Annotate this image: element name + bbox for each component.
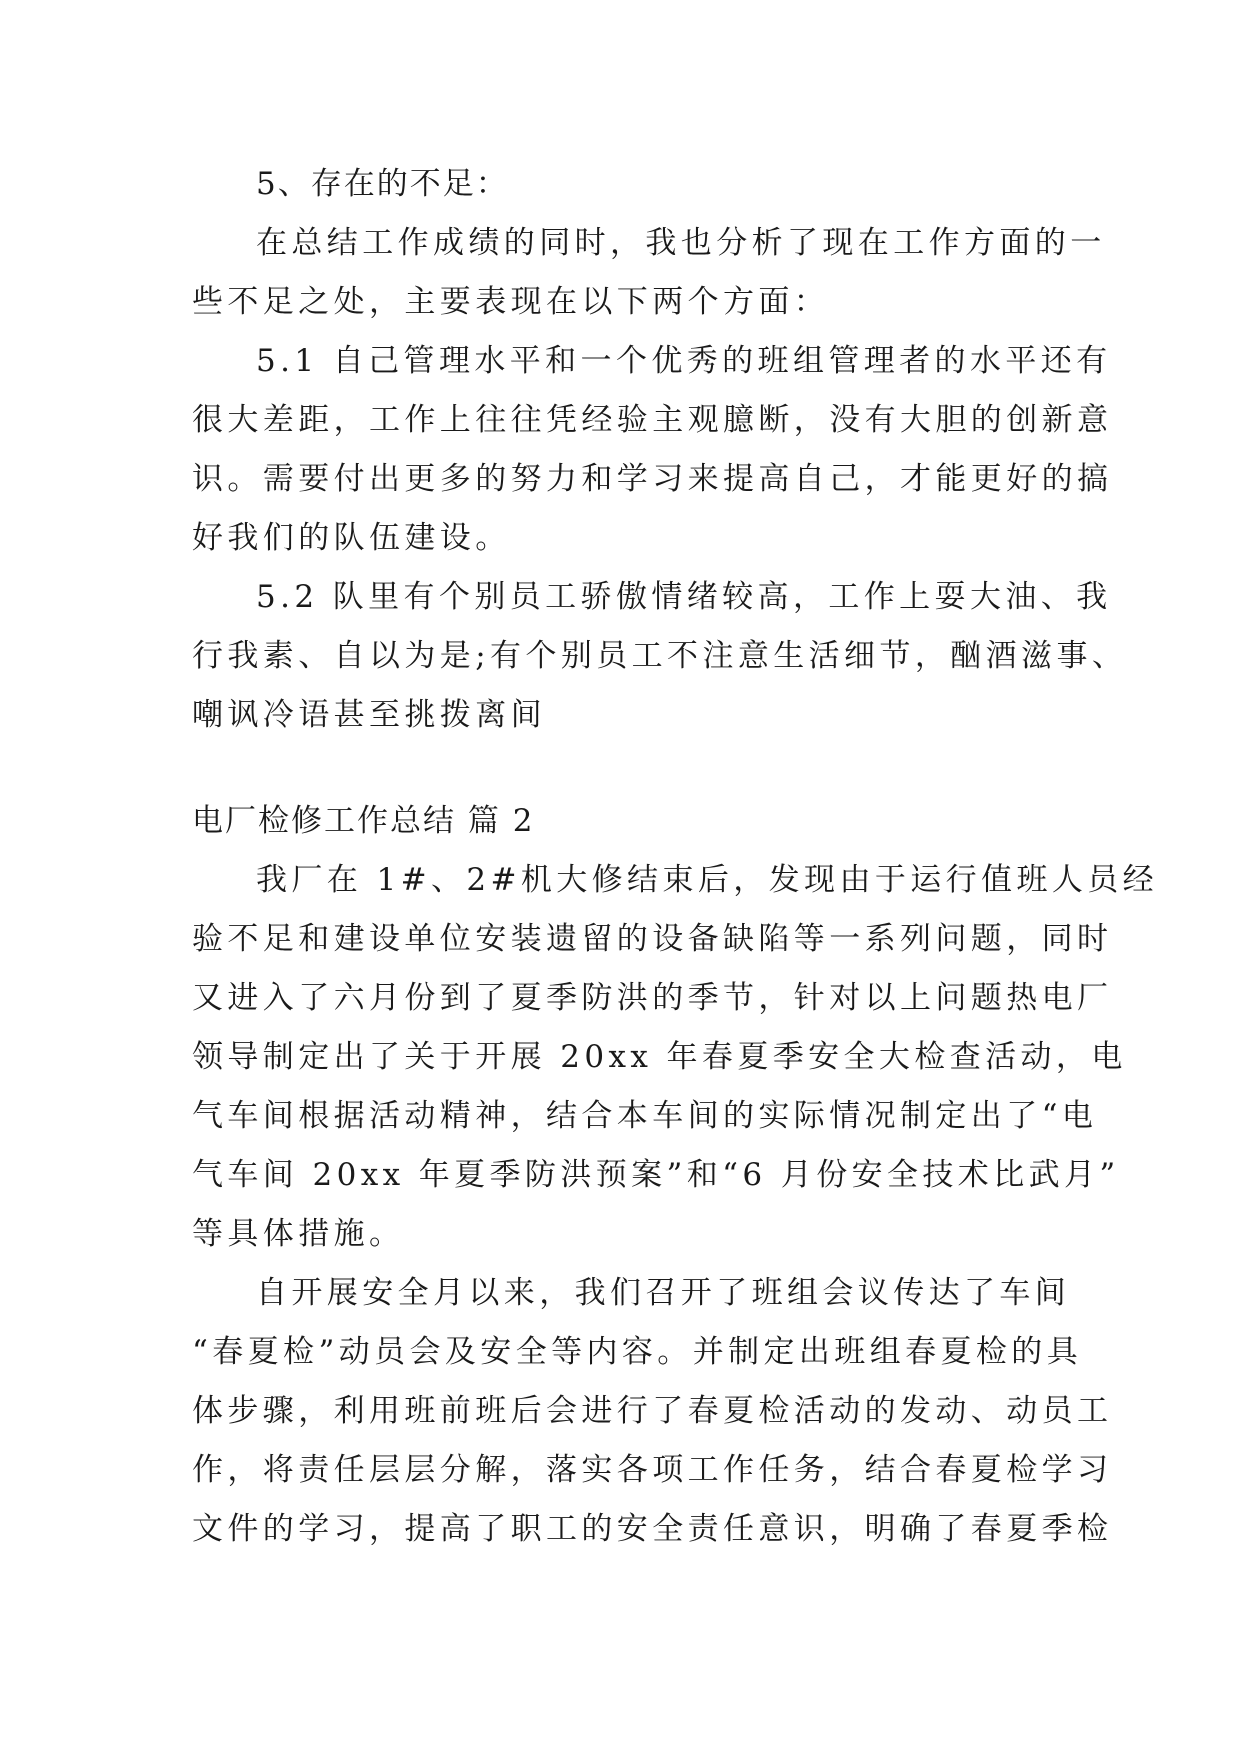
paragraph-line: “春夏检”动员会及安全等内容。并制定出班组春夏检的具 [192,1334,1083,1370]
paragraph-line: 5.2 队里有个别员工骄傲情绪较高，工作上耍大油、我 [256,579,1112,615]
paragraph-line: 验不足和建设单位安装遗留的设备缺陷等一系列问题，同时 [192,921,1113,957]
paragraph-line: 领导制定出了关于开展 20xx 年春夏季安全大检查活动，电 [192,1039,1127,1075]
paragraph-line: 文件的学习，提高了职工的安全责任意识，明确了春夏季检 [192,1511,1113,1547]
paragraph-line: 气车间 20xx 年夏季防洪预案”和“6 月份安全技术比武月” [192,1157,1120,1193]
paragraph-line: 识。需要付出更多的努力和学习来提高自己，才能更好的搞 [192,461,1113,497]
paragraph-line: 行我素、自以为是;有个别员工不注意生活细节，酗酒滋事、 [192,638,1128,674]
paragraph-line: 作，将责任层层分解，落实各项工作任务，结合春夏检学习 [192,1452,1113,1488]
paragraph-line: 我厂在 1#、2#机大修结束后，发现由于运行值班人员经 [256,862,1159,898]
paragraph-line: 在总结工作成绩的同时，我也分析了现在工作方面的一 [256,225,1106,261]
paragraph-line: 5.1 自己管理水平和一个优秀的班组管理者的水平还有 [256,343,1112,379]
paragraph-line: 自开展安全月以来，我们召开了班组会议传达了车间 [256,1275,1071,1311]
paragraph-line: 等具体措施。 [192,1216,405,1252]
article-2-heading: 电厂检修工作总结 篇 2 [192,803,535,839]
paragraph-line: 好我们的队伍建设。 [192,520,511,556]
paragraph-line: 些不足之处，主要表现在以下两个方面： [192,284,830,320]
paragraph-line: 嘲讽冷语甚至挑拨离间 [192,697,546,733]
paragraph-line: 又进入了六月份到了夏季防洪的季节，针对以上问题热电厂 [192,980,1113,1016]
paragraph-line: 体步骤，利用班前班后会进行了春夏检活动的发动、动员工 [192,1393,1113,1429]
paragraph-line: 气车间根据活动精神，结合本车间的实际情况制定出了“电 [192,1098,1098,1134]
section-5-heading: 5、存在的不足： [256,166,509,202]
paragraph-line: 很大差距，工作上往往凭经验主观臆断，没有大胆的创新意 [192,402,1113,438]
